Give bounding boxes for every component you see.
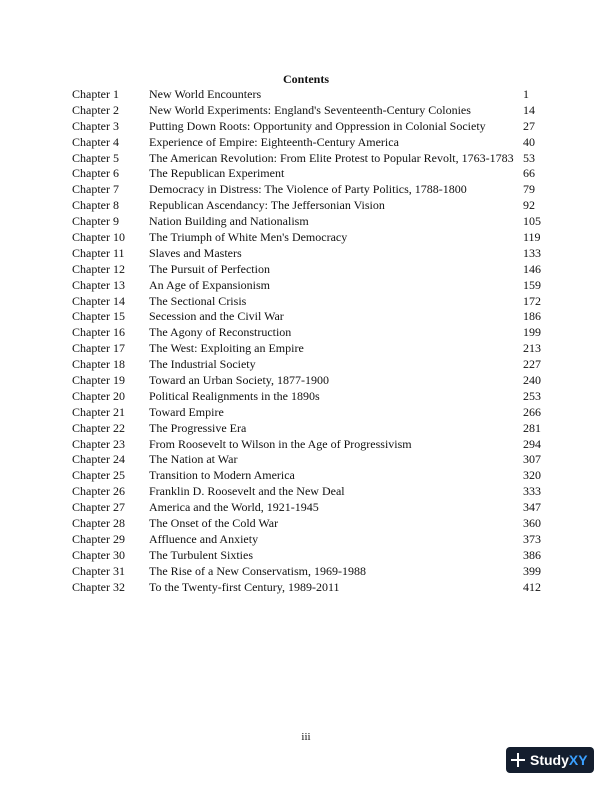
toc-row — [72, 294, 552, 310]
chapter-page: 253 — [523, 388, 541, 403]
toc-row — [72, 325, 552, 341]
chapter-label: Chapter 32 — [72, 579, 125, 594]
chapter-label: Chapter 17 — [72, 341, 125, 356]
toc-row — [72, 389, 552, 405]
chapter-page: 347 — [523, 500, 541, 515]
chapter-title: Toward an Urban Society, 1877-1900 — [149, 373, 330, 388]
chapter-label: Chapter 11 — [72, 245, 125, 260]
chapter-title: The American Revolution: From Elite Protest to Popular Revolt, 1763-1783 — [149, 150, 514, 165]
chapter-label: Chapter 2 — [72, 102, 119, 117]
chapter-title: Secession and the Civil War — [149, 309, 284, 324]
chapter-page: 213 — [523, 341, 541, 356]
chapter-label: Chapter 16 — [72, 325, 125, 340]
toc-row — [72, 500, 552, 516]
toc-row — [72, 262, 552, 278]
chapter-label: Chapter 26 — [72, 484, 125, 499]
chapter-label: Chapter 24 — [72, 452, 125, 467]
toc-row — [72, 437, 552, 453]
brand-name-xy: XY — [568, 752, 588, 768]
toc-row — [72, 357, 552, 373]
toc-row — [72, 135, 552, 151]
chapter-page: 386 — [523, 547, 541, 562]
toc-row — [72, 87, 552, 103]
studyxy-watermark-badge — [506, 747, 594, 773]
chapter-page: 266 — [523, 404, 541, 419]
toc-row — [72, 405, 552, 421]
chapter-label: Chapter 18 — [72, 357, 125, 372]
chapter-label: Chapter 15 — [72, 309, 125, 324]
chapter-title: Toward Empire — [149, 404, 224, 419]
toc-row — [72, 516, 552, 532]
chapter-label: Chapter 20 — [72, 388, 125, 403]
chapter-title: The Nation at War — [149, 452, 238, 467]
chapter-page: 399 — [523, 563, 541, 578]
chapter-title: Democracy in Distress: The Violence of Party Politics, 1788-1800 — [149, 182, 467, 197]
table-of-contents — [72, 87, 552, 596]
chapter-page: 66 — [523, 166, 535, 181]
toc-row — [72, 452, 552, 468]
chapter-label: Chapter 10 — [72, 230, 125, 245]
chapter-page: 320 — [523, 468, 541, 483]
chapter-label: Chapter 13 — [72, 277, 125, 292]
chapter-label: Chapter 1 — [72, 87, 119, 101]
chapter-title: The Agony of Reconstruction — [149, 325, 292, 340]
chapter-label: Chapter 6 — [72, 166, 119, 181]
toc-row — [72, 373, 552, 389]
chapter-title: The Industrial Society — [149, 357, 256, 372]
chapter-label: Chapter 5 — [72, 150, 119, 165]
chapter-page: 373 — [523, 531, 541, 546]
chapter-label: Chapter 28 — [72, 516, 125, 531]
chapter-title: To the Twenty-first Century, 1989-2011 — [149, 579, 340, 594]
plus-icon — [506, 747, 530, 773]
chapter-title: New World Experiments: England's Seventeenth-Century Colonies — [149, 102, 471, 117]
chapter-title: The Triumph of White Men's Democracy — [149, 230, 348, 245]
chapter-title: Experience of Empire: Eighteenth-Century America — [149, 134, 399, 149]
chapter-page: 119 — [523, 230, 541, 245]
chapter-label: Chapter 14 — [72, 293, 125, 308]
chapter-page: 333 — [523, 484, 541, 499]
chapter-title: Transition to Modern America — [149, 468, 295, 483]
chapter-label: Chapter 3 — [72, 118, 119, 133]
chapter-title: The Turbulent Sixties — [149, 547, 254, 562]
chapter-page: 53 — [523, 150, 535, 165]
chapter-label: Chapter 27 — [72, 500, 125, 515]
chapter-page: 412 — [523, 579, 541, 594]
chapter-label: Chapter 30 — [72, 547, 125, 562]
chapter-page: 240 — [523, 373, 541, 388]
chapter-title: The Progressive Era — [149, 420, 247, 435]
toc-row — [72, 341, 552, 357]
chapter-page: 1 — [523, 87, 529, 101]
chapter-title: New World Encounters — [149, 87, 262, 101]
chapter-title: Nation Building and Nationalism — [149, 214, 309, 229]
toc-row — [72, 230, 552, 246]
chapter-page: 92 — [523, 198, 535, 213]
chapter-title: An Age of Expansionism — [149, 277, 270, 292]
chapter-title: Affluence and Anxiety — [149, 531, 259, 546]
chapter-page: 79 — [523, 182, 535, 197]
chapter-label: Chapter 8 — [72, 198, 119, 213]
toc-row — [72, 214, 552, 230]
chapter-title: Republican Ascendancy: The Jeffersonian Vision — [149, 198, 385, 213]
chapter-title: The Onset of the Cold War — [149, 516, 279, 531]
chapter-title: America and the World, 1921-1945 — [149, 500, 319, 515]
chapter-page: 199 — [523, 325, 541, 340]
chapter-title: The West: Exploiting an Empire — [149, 341, 304, 356]
chapter-label: Chapter 4 — [72, 134, 119, 149]
chapter-page: 294 — [523, 436, 541, 451]
toc-row — [72, 484, 552, 500]
brand-name-study: Study — [530, 752, 569, 768]
toc-row — [72, 198, 552, 214]
chapter-page: 227 — [523, 357, 541, 372]
chapter-label: Chapter 21 — [72, 404, 125, 419]
toc-row — [72, 166, 552, 182]
toc-row — [72, 151, 552, 167]
chapter-label: Chapter 31 — [72, 563, 125, 578]
chapter-page: 14 — [523, 102, 535, 117]
chapter-label: Chapter 25 — [72, 468, 125, 483]
toc-row — [72, 182, 552, 198]
chapter-label: Chapter 7 — [72, 182, 119, 197]
chapter-title: Putting Down Roots: Opportunity and Oppression in Colonial Society — [149, 118, 486, 133]
chapter-page: 159 — [523, 277, 541, 292]
chapter-title: The Pursuit of Perfection — [149, 261, 270, 276]
toc-row — [72, 309, 552, 325]
toc-row — [72, 580, 552, 596]
chapter-label: Chapter 9 — [72, 214, 119, 229]
chapter-page: 360 — [523, 516, 541, 531]
chapter-page: 105 — [523, 214, 541, 229]
chapter-page: 281 — [523, 420, 541, 435]
chapter-label: Chapter 19 — [72, 373, 125, 388]
chapter-page: 172 — [523, 293, 541, 308]
chapter-page: 27 — [523, 118, 535, 133]
chapter-page: 146 — [523, 261, 541, 276]
chapter-page: 186 — [523, 309, 541, 324]
contents-title: Contents — [282, 72, 329, 86]
chapter-label: Chapter 23 — [72, 436, 125, 451]
toc-row — [72, 246, 552, 262]
toc-row — [72, 548, 552, 564]
chapter-label: Chapter 29 — [72, 531, 125, 546]
chapter-label: Chapter 12 — [72, 261, 125, 276]
chapter-label: Chapter 22 — [72, 420, 125, 435]
chapter-title: The Sectional Crisis — [149, 293, 247, 308]
chapter-title: Slaves and Masters — [149, 245, 242, 260]
page-number: iii — [301, 731, 311, 743]
toc-row — [72, 468, 552, 484]
chapter-title: Franklin D. Roosevelt and the New Deal — [149, 484, 345, 499]
chapter-page: 307 — [523, 452, 541, 467]
toc-row — [72, 103, 552, 119]
toc-row — [72, 119, 552, 135]
chapter-page: 40 — [523, 134, 535, 149]
toc-row — [72, 278, 552, 294]
chapter-page: 133 — [523, 245, 541, 260]
toc-row — [72, 421, 552, 437]
toc-row — [72, 564, 552, 580]
toc-row — [72, 532, 552, 548]
chapter-title: The Republican Experiment — [149, 166, 285, 181]
chapter-title: Political Realignments in the 1890s — [149, 388, 320, 403]
chapter-title: The Rise of a New Conservatism, 1969-1988 — [149, 563, 366, 578]
chapter-title: From Roosevelt to Wilson in the Age of Progressivism — [149, 436, 412, 451]
